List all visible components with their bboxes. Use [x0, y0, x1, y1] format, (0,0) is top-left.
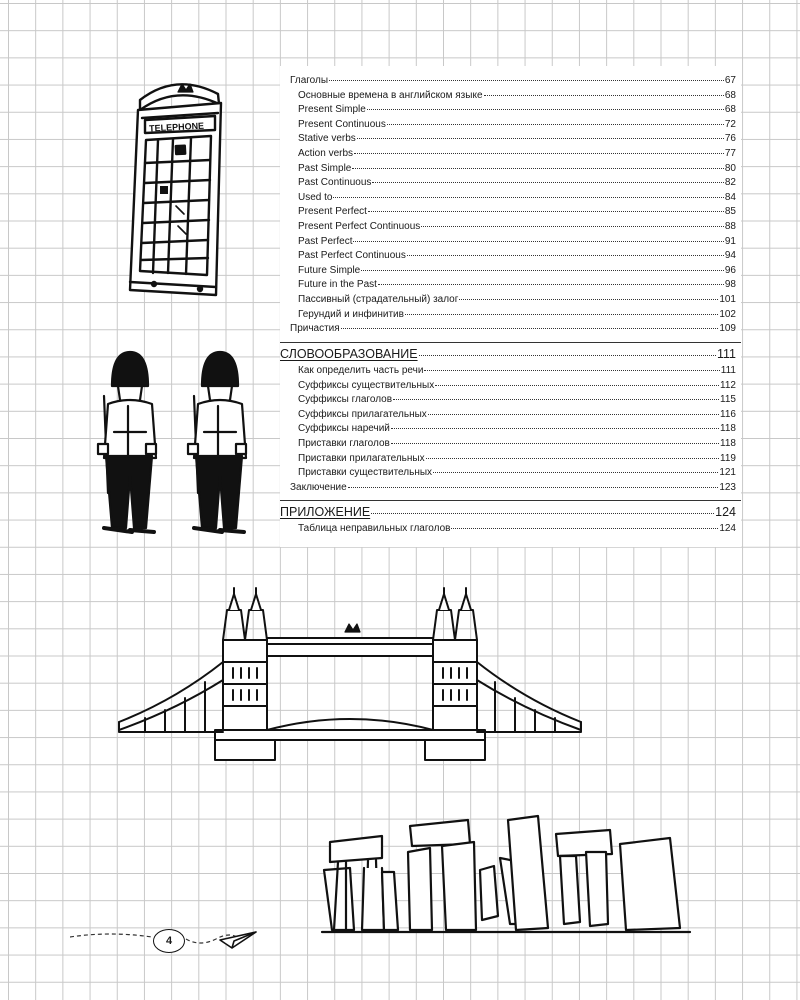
toc-entry[interactable] [298, 293, 736, 306]
toc-entry-page: 77 [724, 148, 736, 159]
toc-entry-page: 82 [724, 177, 736, 189]
toc-entry[interactable] [298, 393, 736, 406]
toc-entry-page: 102 [719, 308, 736, 320]
toc-entry[interactable] [298, 132, 736, 145]
toc-entry-label: Present Simple [298, 104, 366, 116]
toc-entry-page: 115 [720, 394, 736, 406]
toc-entry-label: Future in the Past [298, 279, 377, 291]
toc-entry[interactable] [298, 452, 736, 465]
toc-entry-label: Used to [298, 191, 333, 203]
toc-entry-page: 94 [724, 250, 736, 262]
toc-entry-label: Основные времена в английском языке [298, 89, 483, 101]
toc-section-label: ПРИЛОЖЕНИЕ [280, 505, 371, 519]
table-of-contents [280, 66, 741, 547]
toc-entry-label: Stative verbs [298, 133, 356, 145]
toc-entry[interactable] [298, 408, 736, 421]
toc-entry[interactable] [298, 264, 736, 277]
toc-entry-label: Заключение [290, 481, 347, 493]
toc-entry-label: Суффиксы существительных [298, 379, 435, 391]
page-number: 4 [153, 929, 185, 953]
toc-entry-page: 118 [720, 423, 736, 435]
toc-section-label: СЛОВООБРАЗОВАНИЕ [280, 347, 418, 361]
toc-entry[interactable] [298, 364, 736, 377]
section-divider [280, 500, 741, 501]
toc-entry[interactable] [298, 162, 736, 175]
toc-entry-label: Past Continuous [298, 177, 372, 189]
toc-entry-label: Герундий и инфинитив [298, 308, 404, 320]
toc-entry[interactable] [298, 278, 736, 291]
toc-entry-label: Past Perfect Continuous [298, 250, 406, 262]
toc-entry[interactable] [298, 466, 736, 479]
toc-entry-page: 96 [724, 264, 736, 276]
toc-entry-conclusion[interactable] [290, 481, 736, 494]
toc-entry[interactable] [298, 437, 736, 450]
toc-entry-label: Приставки глаголов [298, 438, 390, 449]
toc-entry-label: Суффиксы наречий [298, 423, 390, 435]
toc-entry-page: 84 [724, 191, 736, 203]
toc-entry-page: 111 [720, 365, 736, 376]
toc-entry-page: 98 [724, 279, 736, 291]
toc-entry-label: Таблица неправильных глаголов [298, 523, 451, 534]
toc-entry-page: 116 [720, 408, 736, 420]
paper-plane-icon [218, 928, 258, 952]
toc-section-appendix[interactable] [280, 505, 736, 520]
toc-entry-page: 109 [719, 323, 736, 335]
toc-entry-page: 118 [720, 438, 736, 449]
toc-section-word-formation[interactable] [280, 347, 736, 362]
toc-entry[interactable] [298, 235, 736, 248]
toc-entry-label: Как определить часть речи [298, 365, 424, 376]
toc-entry-label: Past Simple [298, 162, 352, 174]
toc-entry[interactable] [298, 103, 736, 116]
toc-entry-label: Past Perfect [298, 235, 353, 247]
toc-entry-label: Причастия [290, 323, 340, 335]
toc-entry[interactable] [298, 249, 736, 262]
toc-entry-page: 67 [724, 75, 736, 86]
toc-entry[interactable] [298, 176, 736, 189]
tower-bridge-icon [115, 580, 585, 762]
toc-entry-label: Приставки прилагательных [298, 452, 425, 464]
toc-entry[interactable] [298, 220, 736, 233]
toc-entry-participles[interactable] [290, 322, 736, 335]
toc-entry-label: Present Perfect Continuous [298, 221, 421, 232]
toc-entry-page: 112 [720, 379, 736, 391]
toc-entry-page: 121 [719, 467, 736, 479]
toc-entry[interactable] [298, 205, 736, 218]
toc-entry[interactable] [298, 118, 736, 131]
toc-entry-page: 68 [724, 104, 736, 116]
toc-entry-page: 123 [719, 481, 736, 493]
telephone-sign-text: TELEPHONE [148, 120, 205, 134]
toc-entry[interactable] [298, 89, 736, 102]
toc-entry-page: 91 [724, 235, 736, 247]
toc-entry-page: 119 [720, 452, 736, 464]
toc-entry[interactable] [298, 422, 736, 435]
royal-guard-icon [90, 348, 260, 540]
toc-entry[interactable] [298, 191, 736, 204]
telephone-box-icon [118, 70, 228, 300]
toc-entry[interactable] [298, 522, 736, 535]
toc-entry[interactable] [298, 379, 736, 392]
toc-entry[interactable] [298, 147, 736, 160]
toc-entry-page: 101 [719, 294, 736, 305]
toc-entry-label: Present Perfect [298, 206, 367, 218]
toc-entry-label: Present Continuous [298, 118, 386, 130]
toc-entry-label: Приставки существительных [298, 467, 433, 479]
stonehenge-icon [320, 812, 700, 937]
toc-section-page: 111 [716, 347, 736, 361]
toc-entry-verbs[interactable] [290, 74, 736, 87]
toc-entry-page: 124 [719, 523, 736, 534]
toc-entry-page: 80 [724, 162, 736, 174]
toc-entry-label: Суффиксы глаголов [298, 394, 393, 406]
toc-entry-page: 72 [724, 118, 736, 130]
toc-entry-label: Глаголы [290, 75, 329, 86]
toc-entry-label: Суффиксы прилагательных [298, 408, 427, 420]
toc-entry-page: 76 [724, 133, 736, 145]
toc-section-page: 124 [715, 505, 736, 519]
toc-entry-page: 85 [724, 206, 736, 218]
toc-entry-label: Пассивный (страдательный) залог [298, 294, 459, 305]
toc-entry[interactable] [298, 308, 736, 321]
toc-entry-label: Action verbs [298, 148, 354, 159]
section-divider [280, 342, 741, 343]
toc-entry-page: 68 [724, 89, 736, 101]
toc-entry-label: Future Simple [298, 264, 361, 276]
toc-entry-page: 88 [724, 221, 736, 232]
